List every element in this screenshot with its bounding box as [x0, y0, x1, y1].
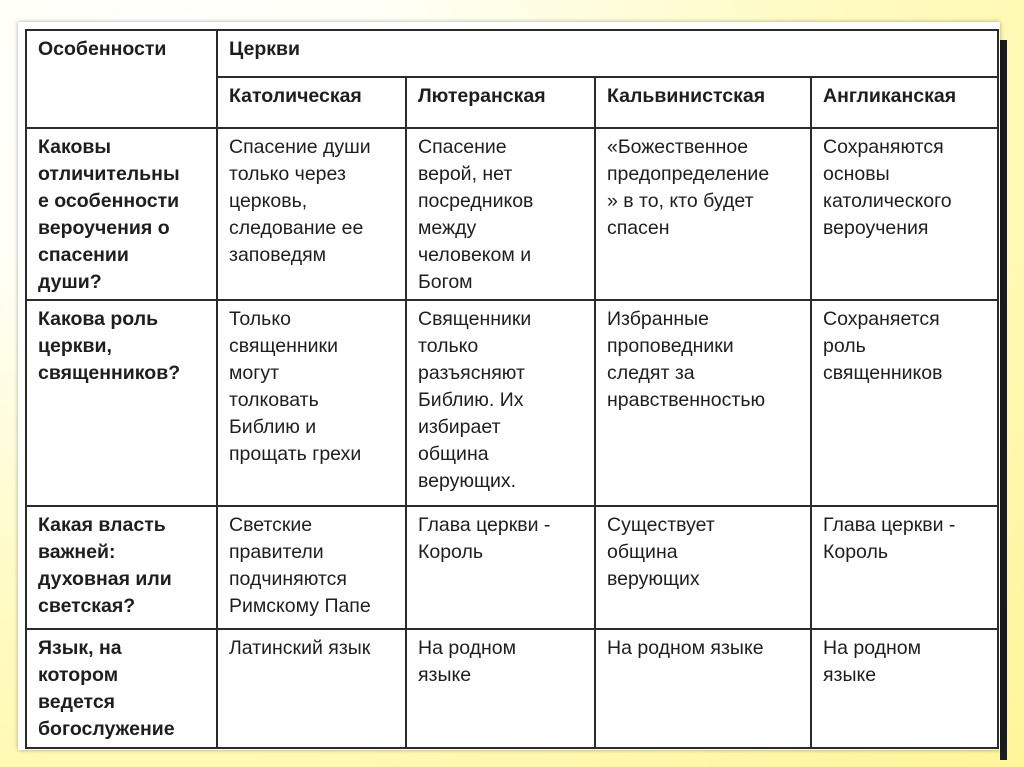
question-text: Какова роль церкви, священников?: [38, 308, 181, 384]
table-cell: [595, 128, 811, 300]
question-text: Какая власть важней: духовная или светская?: [38, 514, 172, 617]
table-cell: [811, 300, 998, 506]
table-cell: [217, 128, 406, 300]
cell-text: На родном языке: [418, 637, 517, 686]
cell-text: Существует община верующих: [607, 514, 715, 590]
cell-text: «Божественное предопределение » в то, кто будет спасен: [607, 136, 770, 239]
header-catholic: Католическая: [217, 77, 406, 128]
cell-text: Латинский язык: [229, 637, 371, 659]
table-cell: [595, 629, 811, 748]
cell-text: На родном языке: [823, 637, 922, 686]
table-cell: [811, 506, 998, 629]
comparison-table: [25, 29, 999, 749]
cell-text: Спасение души только через церковь, следование ее заповедям: [229, 136, 371, 266]
row-question: [26, 300, 217, 506]
table-cell: [595, 300, 811, 506]
header-anglican: Англиканская: [811, 77, 998, 128]
table-cell: [217, 506, 406, 629]
table-row: [26, 128, 998, 300]
header-row-top: [26, 30, 998, 77]
table-row: [26, 629, 998, 748]
question-text: Каковы отличительны е особенности вероучения о спасении души?: [38, 136, 180, 293]
table-cell: [811, 128, 998, 300]
question-text: Язык, на котором ведется богослужение: [38, 637, 175, 740]
table-cell: [811, 629, 998, 748]
row-question: [26, 128, 217, 300]
table-cell: [406, 629, 595, 748]
cell-text: Избранные проповедники следят за нравственностью: [607, 308, 766, 411]
cell-text: Сохраняется роль священников: [823, 308, 943, 384]
row-question: [26, 629, 217, 748]
table-cell: [406, 300, 595, 506]
header-lutheran: Лютеранская: [406, 77, 595, 128]
table-cell: [217, 629, 406, 748]
cell-text: На родном языке: [607, 637, 764, 659]
table-row: [26, 300, 998, 506]
table-cell: [406, 506, 595, 629]
cell-text: Спасение верой, нет посредников между человеком и Богом: [418, 136, 534, 293]
table-row: [26, 506, 998, 629]
slide-shadow: [1000, 40, 1007, 760]
cell-text: Сохраняются основы католического вероучения: [823, 136, 952, 239]
row-question: [26, 506, 217, 629]
cell-text: Только священники могут толковать Библию и прощать грехи: [229, 308, 362, 465]
cell-text: Глава церкви - Король: [418, 514, 551, 563]
header-churches: Церкви: [217, 30, 998, 77]
cell-text: Глава церкви - Король: [823, 514, 956, 563]
table-cell: [595, 506, 811, 629]
header-features: Особенности: [26, 30, 217, 128]
table-cell: [217, 300, 406, 506]
cell-text: Священники только разъясняют Библию. Их избирает община верующих.: [418, 308, 532, 492]
table-cell: [406, 128, 595, 300]
cell-text: Светские правители подчиняются Римскому Папе: [229, 514, 371, 617]
header-calvinist: Кальвинистская: [595, 77, 811, 128]
